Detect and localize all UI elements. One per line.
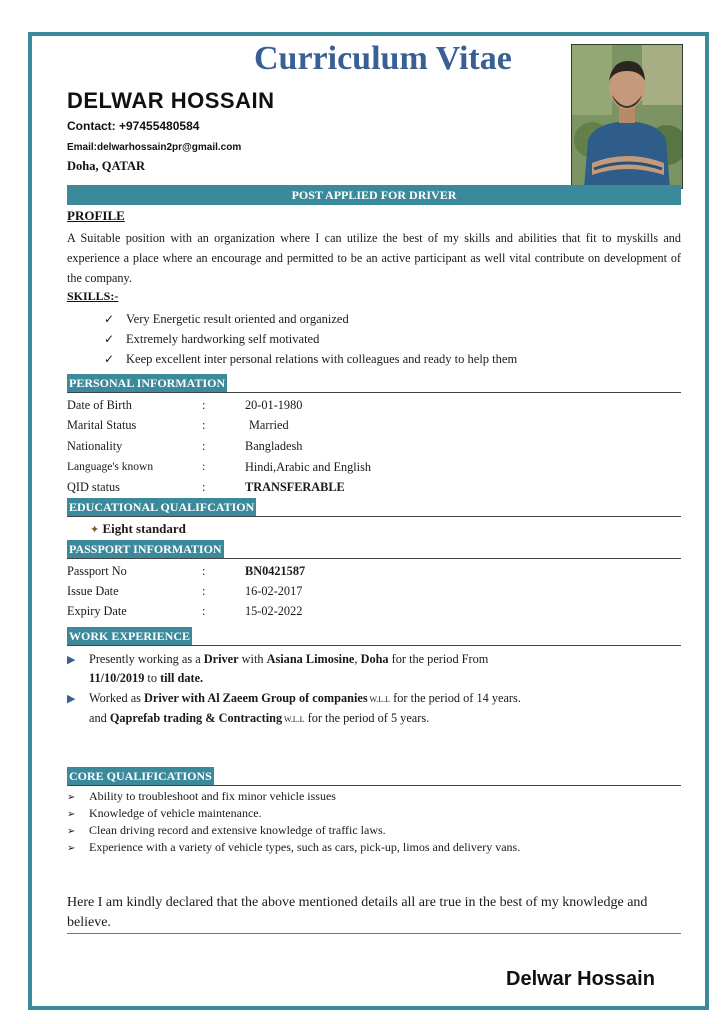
work-item-2-cont: and Qaprefab trading & Contracting W.L.L for the period of 5 years. bbox=[89, 711, 430, 725]
list-item: ✓ Keep excellent inter personal relations with colleagues and ready to help them bbox=[104, 349, 517, 369]
list-item: ➢ Ability to troubleshoot and fix minor vehicle issues bbox=[67, 788, 520, 805]
info-row: Nationality : Bangladesh bbox=[67, 439, 303, 453]
profile-photo bbox=[571, 44, 683, 189]
skills-heading: SKILLS:- bbox=[67, 289, 119, 303]
work-item-1: ▶ Presently working as a Driver with Asiana Limosine, Doha for the period From bbox=[67, 649, 681, 670]
info-row: Date of Birth : 20-01-1980 bbox=[67, 398, 303, 412]
info-row: Language's known : Hindi,Arabic and English bbox=[67, 460, 372, 474]
education-heading: EDUCATIONAL QUALIFCATION bbox=[67, 498, 681, 517]
info-row: Marital Status : Married bbox=[67, 418, 289, 432]
education-item: ✦ Eight standard bbox=[90, 521, 186, 536]
list-item: ➢ Experience with a variety of vehicle types, such as cars, pick-up, limos and delivery vans. bbox=[67, 839, 520, 856]
work-item-2: ▶ Worked as Driver with Al Zaeem Group of companies W.L.L for the period of 14 years. bbox=[67, 688, 681, 710]
arrow-bullet-icon: ➢ bbox=[67, 809, 76, 820]
work-item-1-cont: 11/10/2019 to till date. bbox=[89, 671, 204, 685]
passport-heading: PASSPORT INFORMATION bbox=[67, 540, 681, 559]
profile-text: A Suitable position with an organization where I can utilize the best of my skills and abilities that fit to myskills and experience a place where an encourage and permitted to be an active participant as well vital contribute on development of the company. bbox=[67, 231, 681, 285]
check-icon: ✓ bbox=[104, 312, 115, 326]
info-row: QID status : TRANSFERABLE bbox=[67, 480, 345, 494]
work-experience-heading: WORK EXPERIENCE bbox=[67, 627, 681, 646]
contact-email: Email:delwarhossain2pr@gmail.com bbox=[67, 142, 242, 153]
contact-phone: Contact: +97455480584 bbox=[67, 119, 200, 133]
document-title: Curriculum Vitae bbox=[254, 40, 512, 77]
diamond-bullet-icon: ✦ bbox=[90, 523, 100, 536]
signature-name: Delwar Hossain bbox=[506, 968, 655, 990]
arrow-bullet-icon: ➢ bbox=[67, 843, 76, 854]
list-item: ✓ Extremely hardworking self motivated bbox=[104, 329, 517, 349]
post-applied-banner: POST APPLIED FOR DRIVER bbox=[67, 185, 681, 205]
list-item: ➢ Knowledge of vehicle maintenance. bbox=[67, 805, 520, 822]
check-icon: ✓ bbox=[104, 352, 115, 366]
declaration-text: Here I am kindly declared that the above mentioned details all are true in the best of my knowledge and believe. bbox=[67, 893, 681, 934]
contact-location: Doha, QATAR bbox=[67, 159, 146, 173]
applicant-name: DELWAR HOSSAIN bbox=[67, 88, 275, 113]
core-qualifications-heading: CORE QUALIFICATIONS bbox=[67, 767, 681, 786]
list-item: ➢ Clean driving record and extensive knowledge of traffic laws. bbox=[67, 822, 520, 839]
arrow-bullet-icon: ▶ bbox=[67, 653, 76, 666]
info-row: Expiry Date : 15-02-2022 bbox=[67, 604, 303, 618]
arrow-bullet-icon: ➢ bbox=[67, 826, 76, 837]
personal-info-heading: PERSONAL INFORMATION bbox=[67, 374, 681, 393]
profile-heading: PROFILE bbox=[67, 208, 125, 223]
arrow-bullet-icon: ➢ bbox=[67, 792, 76, 803]
check-icon: ✓ bbox=[104, 332, 115, 346]
arrow-bullet-icon: ▶ bbox=[67, 692, 76, 705]
skills-list bbox=[104, 309, 517, 369]
list-item: ✓ Very Energetic result oriented and organized bbox=[104, 309, 517, 329]
info-row: Passport No : BN0421587 bbox=[67, 564, 306, 578]
person-illustration bbox=[572, 45, 682, 188]
info-row: Issue Date : 16-02-2017 bbox=[67, 584, 303, 598]
core-qualifications-list bbox=[67, 788, 520, 856]
